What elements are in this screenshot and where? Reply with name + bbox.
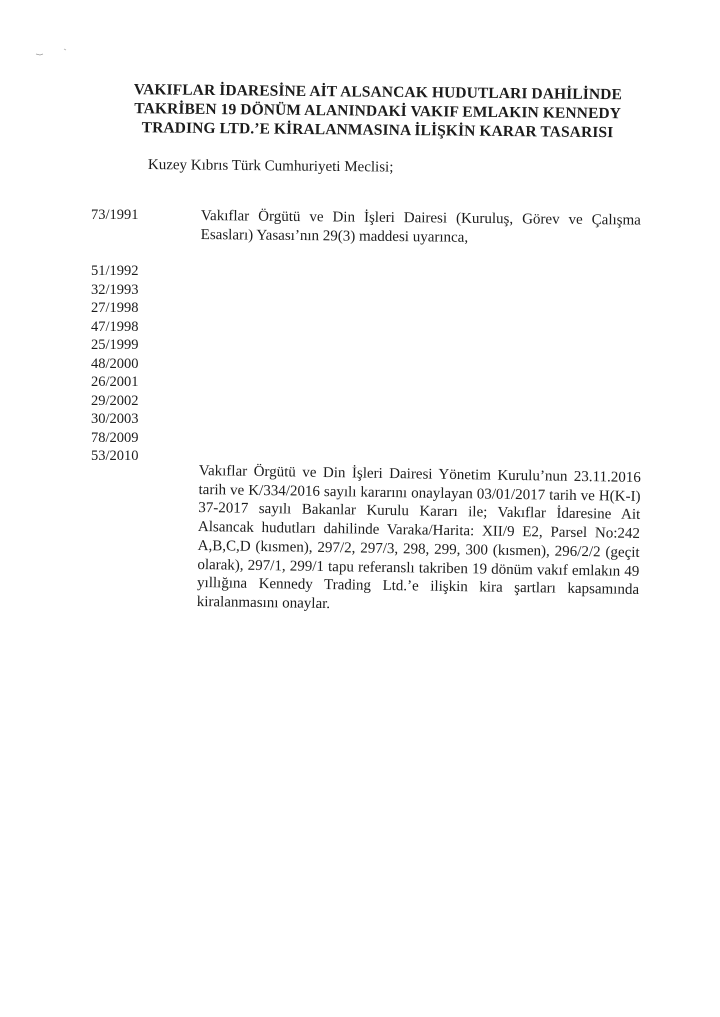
law-reference: 78/2009 xyxy=(91,429,139,446)
paragraph-decision: Vakıflar Örgütü ve Din İşleri Dairesi Yönetim Kurulu’nun 23.11.2016 tarih ve K/334/2016 sayılı kararını onaylayan 03/01/2017 tarih ve H(K-I) 37-2017 sayılı Bakanlar Kurulu Kararı ile; Vakıflar İdaresine Ait Alsancak hudutları dahilinde Varaka/Harita: XII/9 E2, Parsel No:242 A,B,C,D (kısmen), 297/2, 297/3, 298, 299, 300 (kısmen), 296/2/2 (geçit olarak), 297/1, 299/1 tapu referanslı takriben 19 dönüm vakıf emlakın 49 yıllığına Kennedy Trading Ltd.’e ilişkin kira şartları kapsamında kiralanmasını onaylar. xyxy=(196,462,641,612)
law-reference: 30/2003 xyxy=(91,411,139,427)
law-reference: 29/2002 xyxy=(91,392,139,409)
title-line-1: VAKIFLAR İDARESİNE AİT ALSANCAK HUDUTLARI DAHİLİNDE xyxy=(133,81,623,104)
law-reference: 25/1999 xyxy=(91,337,139,353)
law-reference: 73/1991 xyxy=(91,207,139,223)
law-reference: 51/1992 xyxy=(91,263,139,279)
law-reference: 47/1998 xyxy=(91,318,139,335)
document-title xyxy=(117,80,638,142)
law-reference-first xyxy=(91,206,139,224)
title-line-2: TAKRİBEN 19 DÖNÜM ALANINDAKİ VAKIF EMLAKIN KENNEDY xyxy=(134,100,622,123)
addressee: Kuzey Kıbrıs Türk Cumhuriyeti Meclisi; xyxy=(147,156,394,176)
law-reference: 32/1993 xyxy=(91,281,139,298)
title-line-3: TRADING LTD.’E KİRALANMASINA İLİŞKİN KARAR TASARISI xyxy=(141,119,614,142)
law-reference-list xyxy=(91,262,139,466)
paragraph-legal-basis: Vakıflar Örgütü ve Din İşleri Dairesi (Kuruluş, Görev ve Çalışma Esasları) Yasası’nın 29(3) maddesi uyarınca, xyxy=(200,207,641,246)
law-reference: 53/2010 xyxy=(91,448,139,464)
law-reference: 27/1998 xyxy=(91,300,139,316)
law-reference: 48/2000 xyxy=(91,355,139,372)
scan-speck-mark xyxy=(34,46,78,58)
law-reference: 26/2001 xyxy=(91,374,139,390)
